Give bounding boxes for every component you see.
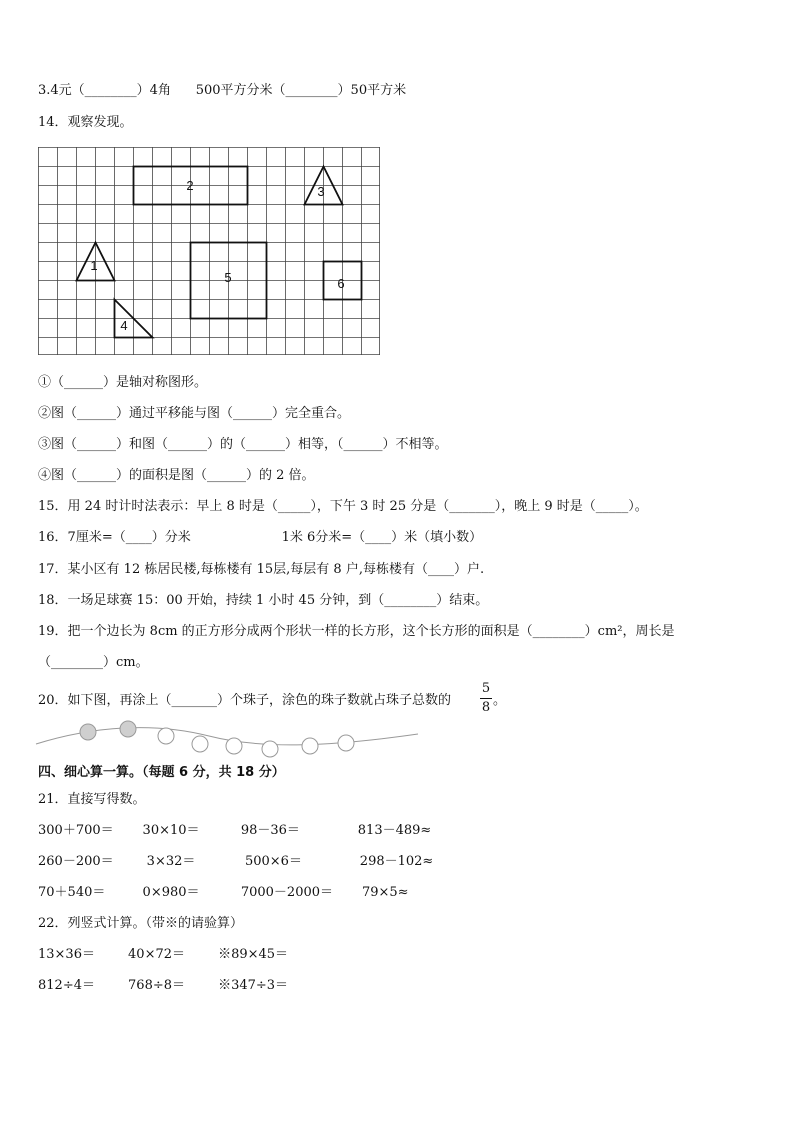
q13-continuation-line: 3.4元（________）4角 500平方分米（________）50平方米: [38, 83, 407, 98]
bead-unshaded: [192, 736, 208, 752]
q20-end: 。: [493, 693, 507, 708]
shape-3-label: 3: [317, 184, 325, 199]
q20: 20．如下图，再涂上（_______）个珠子，涂色的珠子数就占珠子总数的: [38, 693, 452, 708]
q22-row2: 812÷4＝ 768÷8＝ ※347÷3＝: [38, 978, 289, 993]
q14-sub2: ②图（______）通过平移能与图（______）完全重合。: [38, 406, 351, 421]
q21-row1: 300＋700＝ 30×10＝ 98－36＝ 813－489≈: [38, 823, 432, 838]
q14-title: 14．观察发现。: [38, 115, 133, 130]
grid-svg: [38, 147, 380, 355]
q21-title: 21．直接写得数。: [38, 792, 146, 807]
bead-shaded: [120, 721, 136, 737]
q22-title: 22．列竖式计算。（带※的请验算）: [38, 916, 244, 931]
q18: 18．一场足球赛 15：00 开始，持续 1 小时 45 分钟，到（________）结束。: [38, 593, 489, 608]
shape-4-label: 4: [120, 318, 128, 333]
section-4-heading: 四、细心算一算。（每题 6 分，共 18 分）: [38, 765, 285, 780]
bead-unshaded: [158, 728, 174, 744]
bead-unshaded: [302, 738, 318, 754]
q19-line1: 19．把一个边长为 8cm 的正方形分成两个形状一样的长方形，这个长方形的面积是（________）cm²，周长是: [38, 624, 675, 639]
q14-sub4: ④图（______）的面积是图（______）的 2 倍。: [38, 468, 315, 483]
q15: 15．用 24 时计时法表示：早上 8 时是（_____），下午 3 时 25 分是（_______），晚上 9 时是（_____）。: [38, 499, 648, 514]
q16: 16．7厘米=（____）分米 1米 6分米=（____）米（填小数）: [38, 530, 483, 545]
q21-row3: 70＋540＝ 0×980＝ 7000－2000＝ 79×5≈: [38, 885, 409, 900]
q21-row2: 260－200＝ 3×32＝ 500×6＝ 298－102≈: [38, 854, 434, 869]
shape-6-label: 6: [337, 276, 345, 291]
fraction-five-eighths: [479, 681, 493, 716]
shape-2-label: 2: [186, 178, 194, 193]
bead-unshaded: [338, 735, 354, 751]
shape-5-label: 5: [224, 270, 232, 285]
bead-svg: [34, 716, 424, 762]
q14-sub3: ③图（______）和图（______）的（______）相等，（______）不相等。: [38, 437, 448, 452]
q22-row1: 13×36＝ 40×72＝ ※89×45＝: [38, 947, 289, 962]
bead-string-figure: [34, 716, 424, 766]
q14-sub1: ①（______）是轴对称图形。: [38, 375, 208, 390]
shape-grid-figure: [38, 147, 380, 359]
bead-shaded: [80, 724, 96, 740]
bead-unshaded: [226, 738, 242, 754]
fraction-numerator: 5: [481, 681, 491, 696]
q17: 17．某小区有 12 栋居民楼,每栋楼有 15层,每层有 8 户,每栋楼有（____）户.: [38, 562, 485, 577]
fraction-bar: [480, 698, 492, 699]
bead-unshaded: [262, 741, 278, 757]
fraction-denominator: 8: [481, 700, 491, 715]
q19-line2: （________）cm。: [38, 655, 149, 670]
shape-1-label: 1: [90, 258, 98, 273]
